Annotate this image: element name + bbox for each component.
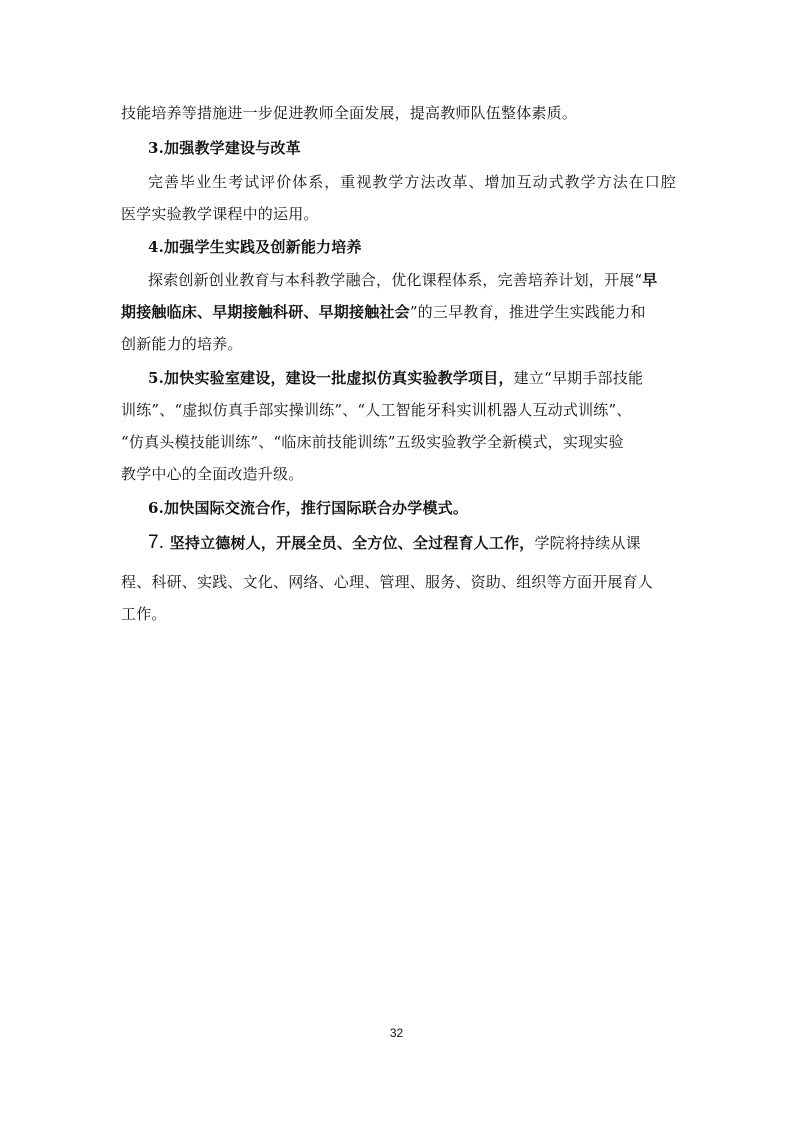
- text-run: 创新能力的培养。: [121, 335, 243, 353]
- section-heading-4: [148, 237, 703, 257]
- heading-text: 6.加快国际交流合作，推行国际联合办学模式。: [148, 499, 469, 517]
- text-run: 医学实验教学课程中的运用。: [121, 205, 319, 223]
- paragraph-line: [148, 172, 676, 192]
- paragraph-line: [148, 270, 676, 290]
- paragraph-line: [121, 400, 676, 420]
- text-run: 工作。: [121, 605, 167, 623]
- paragraph-line: [121, 204, 676, 224]
- text-run: 完善毕业生考试评价体系，重视教学方法改革、增加互动式教学方法在口腔: [148, 173, 676, 191]
- section-heading-6: [148, 498, 703, 518]
- paragraph-line: [121, 572, 676, 592]
- bold-text-run: 早: [642, 271, 658, 289]
- section-heading-3: [148, 138, 703, 158]
- text-run: ”的三早教育，推进学生实践能力和: [409, 303, 646, 321]
- bold-text-run: 5.加快实验室建设，建设一批虚拟仿真实验教学项目，: [148, 369, 514, 387]
- text-run: 学院将持续从课: [534, 534, 641, 552]
- text-run: 技能培养等措施进一步促进教师全面发展，提高教师队伍整体素质。: [121, 104, 578, 122]
- text-run: 探索创新创业教育与本科教学融合，优化课程体系，完善培养计划，开展“: [148, 271, 643, 289]
- bold-text-run: 期接触临床、早期接触科研、早期接触社会: [121, 303, 410, 321]
- page-number: 32: [389, 1026, 404, 1040]
- text-run: 训练”、“虚拟仿真手部实操训练”、“人工智能牙科实训机器人互动式训练”、: [121, 401, 632, 419]
- paragraph-line: [121, 334, 676, 354]
- paragraph-line: [121, 604, 676, 624]
- paragraph-line: [148, 368, 676, 388]
- text-run: 教学中心的全面改造升级。: [121, 465, 304, 483]
- text-run: 程、科研、实践、文化、网络、心理、管理、服务、资助、组织等方面开展育人: [121, 573, 654, 591]
- paragraph-line: [121, 103, 676, 123]
- paragraph-line: [121, 432, 676, 452]
- bold-text-run: 坚持立德树人，开展全员、全方位、全过程育人工作，: [164, 534, 535, 552]
- paragraph-line: [121, 302, 676, 322]
- paragraph-line: [121, 464, 676, 484]
- text-run: 建立“早期手部技能: [513, 369, 644, 387]
- list-number: 7.: [148, 532, 165, 553]
- heading-text: 4.加强学生实践及创新能力培养: [148, 238, 362, 256]
- paragraph-line: [148, 533, 676, 553]
- heading-text: 3.加强教学建设与改革: [148, 139, 301, 157]
- text-run: “仿真头模技能训练”、“临床前技能训练”五级实验教学全新模式，实现实验: [121, 433, 624, 451]
